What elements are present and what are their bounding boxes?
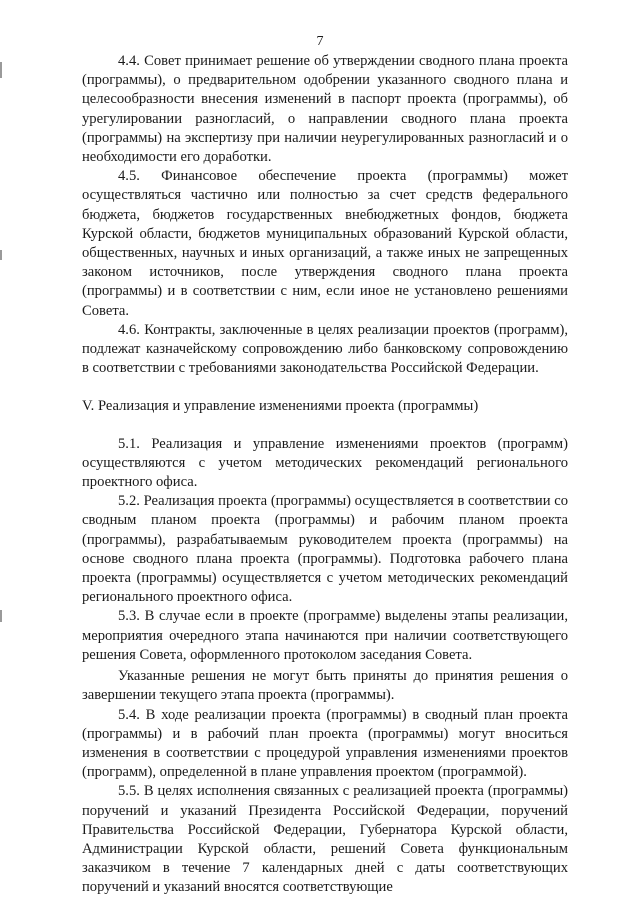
paragraph-5-3: 5.3. В случае если в проекте (программе) выделены этапы реализации, мероприятия очередного этапа начинаются при наличии соответствующего решения Совета, оформленного протоколом заседания Совета. bbox=[82, 608, 568, 663]
page-number: 7 bbox=[316, 34, 324, 49]
scan-edge-mark bbox=[0, 250, 2, 260]
document-body bbox=[82, 52, 568, 898]
paragraph-4-5: 4.5. Финансовое обеспечение проекта (программы) может осуществляться частично или полностью за счет средств федерального бюджета, бюджетов государственных внебюджетных фондов, бюджета Курской области, бюджетов муниципальных образований Курской области, общественных, научных и иных организаций, а также иных не запрещенных законом источников, после утверждения сводного плана проекта (программы) и в соответствии с ним, если иное не установлено решениями Совета. bbox=[82, 168, 568, 319]
paragraph-4-6: 4.6. Контракты, заключенные в целях реализации проектов (программ), подлежат казначейскому сопровождению либо банковскому сопровождению в соответствии с требованиями законодательства Российской Федерации. bbox=[82, 321, 568, 377]
scan-edge-mark bbox=[0, 62, 2, 78]
paragraph-5-5: 5.5. В целях исполнения связанных с реализацией проекта (программы) поручений и указаний Президента Российской Федерации, поручений Правительства Российской Федерации, Губернатора Курской области, Администрации Курской области, решений Совета функциональным заказчиком в течение 7 календарных дней с даты соответствующих поручений и указаний вносятся соответствующие bbox=[82, 783, 568, 896]
paragraph-5-3-continuation: Указанные решения не могут быть приняты до принятия решения о завершении текущего этапа проекта (программы). bbox=[82, 668, 568, 704]
paragraph-5-2: 5.2. Реализация проекта (программы) осуществляется в соответствии со сводным планом проекта (программы) и рабочим планом проекта (программы), разрабатываемым руководителем проекта (программы) на основе сводного плана проекта (программы). Подготовка рабочего плана проекта (программы) осуществляется с учетом методических рекомендаций регионального проектного офиса. bbox=[82, 493, 568, 606]
paragraph-4-4: 4.4. Совет принимает решение об утверждении сводного плана проекта (программы), о предварительном одобрении указанного сводного плана и целесообразности внесения изменений в паспорт проекта (программы), об урегулировании разногласий, о направлении сводного плана проекта (программы) на экспертизу при наличии неурегулированных разногласий и о необходимости его доработки. bbox=[82, 53, 568, 166]
paragraph-5-1: 5.1. Реализация и управление изменениями проектов (программ) осуществляются с учетом методических рекомендаций регионального проектного офиса. bbox=[82, 435, 568, 491]
section-heading: V. Реализация и управление изменениями проекта (программы) bbox=[82, 398, 479, 415]
paragraph-5-4: 5.4. В ходе реализации проекта (программы) в сводный план проекта (программы) и в рабочий план проекта (программы) могут вноситься изменения в соответствии с процедурой управления изменениями проектов (программ), определенной в плане управления проектом (программой). bbox=[82, 706, 568, 781]
scan-edge-mark bbox=[0, 610, 2, 622]
